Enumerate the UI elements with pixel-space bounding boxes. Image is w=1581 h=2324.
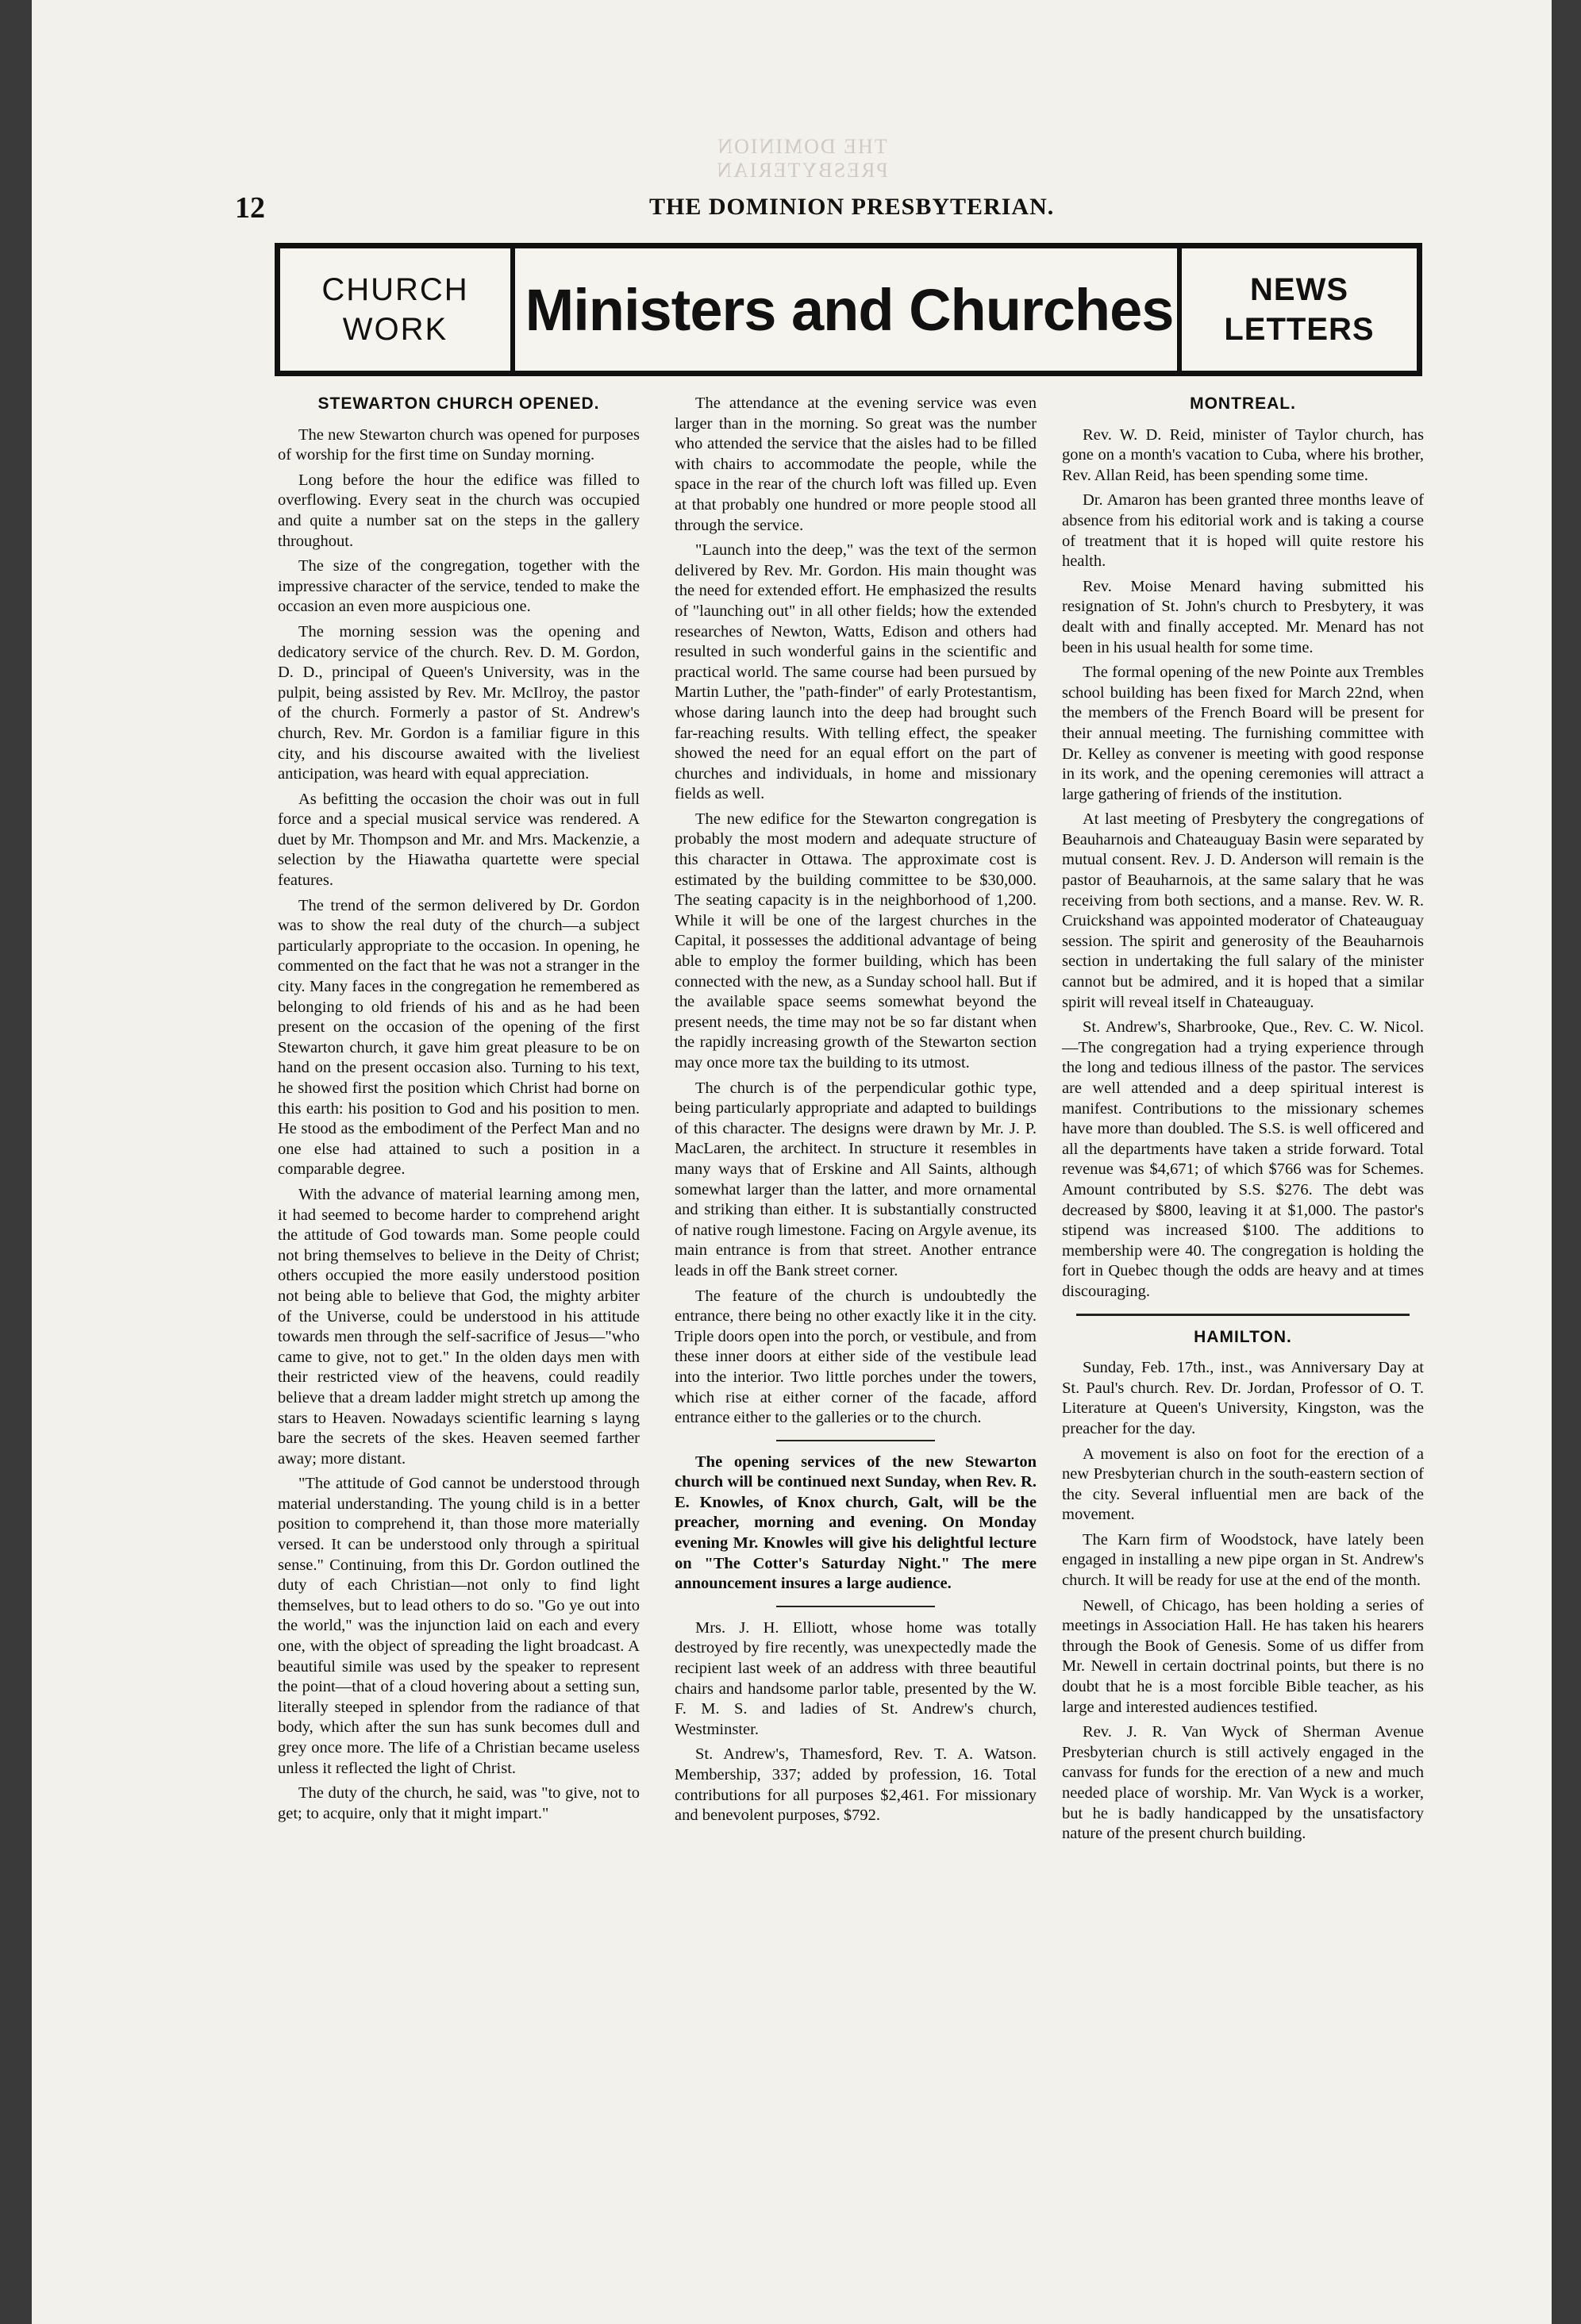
section-heading-montreal: MONTREAL. bbox=[1190, 394, 1296, 413]
article-paragraph: The new edifice for the Stewarton congregation is probably the most modern and adequate structure of this character in Ottawa. The approximate cost is estimated by the building committee to be $30,000. The seating capacity is in the neighborhood of 1,200. While it will be one of the largest churches in the Capital, it possesses the additional advantage of being able to employ the former building, which has been connected with the new, as a Sunday school hall. But if the available space seems somewhat beyond the present needs, the time may not be so far distant when the rapidly increasing growth of the Stewarton section may once more tax the building to its utmost. bbox=[675, 810, 1037, 1072]
news-item: Dr. Amaron has been granted three months leave of absence from his editorial work and is taking a course of treatment that it is hoped will quite restore his health. bbox=[1062, 491, 1424, 571]
column-1 bbox=[278, 394, 640, 1829]
column-3 bbox=[1062, 394, 1424, 1849]
article-paragraph: The feature of the church is undoubtedly the entrance, there being no other exactly like it in the city. Triple doors open into the porch, or vestibule, and from these inner doors at either side of the vestibule lead into the interior. Two little porches under the towers, which rise at either corner of the facade, afford entrance either to the galleries or to the church. bbox=[675, 1287, 1037, 1427]
banner-left-box bbox=[280, 248, 515, 371]
news-item: Rev. W. D. Reid, minister of Taylor church, has gone on a month's vacation to Cuba, where his brother, Rev. Allan Reid, has been spending some time. bbox=[1062, 425, 1424, 484]
article-paragraph: The trend of the sermon delivered by Dr. Gordon was to show the real duty of the church—a subject particularly appropriate to the occasion. In opening, he commented on the fact that he was not a stranger in the city. Many faces in the congregation he remembered as belonging to old friends of his and as he had been present on the occasion of the opening of the first Stewarton church, it gave him great pleasure to be on hand on the present occasion also. Turning to his text, he showed first the position which Christ had borne on this earth: his position to God and his position to men. He stood as the embodiment of the Perfect Man and no one else had attained to such a position in a comparable degree. bbox=[278, 896, 640, 1179]
notice-paragraph: The opening services of the new Stewarton church will be continued next Sunday, when Rev. R. E. Knowles, of Knox church, Galt, will be the preacher, morning and evening. On Monday evening Mr. Knowles will give his delightful lecture on "The Cotter's Saturday Night." The mere announcement insures a large audience. bbox=[675, 1452, 1037, 1593]
news-item: At last meeting of Presbytery the congregations of Beauharnois and Chateauguay Basin were separated by mutual consent. Rev. J. D. Anderson will remain is the pastor of Beauharnois, at the same salary that he was receiving from both sections, and a manse. Rev. W. R. Cruickshand was appointed moderator of Chateauguay session. The spirit and generosity of the Beauharnois section in undertaking the full salary of the minister cannot but be admired, and it is hoped that a similar spirit will reveal itself in Chateauguay. bbox=[1062, 810, 1424, 1011]
article-paragraph: The new Stewarton church was opened for purposes of worship for the first time on Sunday morning. bbox=[278, 425, 640, 464]
article-paragraph: "Launch into the deep," was the text of the sermon delivered by Rev. Mr. Gordon. His main thought was the need for extended effort. He emphasized the results of "launching out" in all other fields; how the extended researches of Newton, Watts, Edison and others had resulted in such wonderful gains in the scientific and practical world. The same course had been pursued by Martin Luther, the "path-finder" of early Protestantism, whose daring launch into the deep had brought such far-reaching results. With telling effect, the speaker showed the need for an equal effort on the part of churches and individuals, in home and missionary fields as well. bbox=[675, 541, 1037, 803]
banner-right-line1: NEWS bbox=[1250, 272, 1348, 307]
divider-rule bbox=[776, 1606, 935, 1607]
banner-left-line1: CHURCH bbox=[321, 272, 469, 307]
bleed-through-text: THE DOMINION PRESBYTERIAN bbox=[715, 135, 888, 182]
article-paragraph: With the advance of material learning among men, it had seemed to become harder to comprehend aright the attitude of God towards man. Some people could not bring themselves to believe in the Deity of Christ; others occupied the more easily understood position not being able to believe that God, the mighty arbiter of the Universe, could be understood in his attitude towards men through the self-sacrifice of Jesus—"who came to give, not to get." In the olden days men with their restricted view of the heavens, could readily believe that a dream ladder might stretch up among the stars to Heaven. Nowadays scientific learning s layng bare the secrets of the skes. Heaven seemed farther away; more distant. bbox=[278, 1185, 640, 1468]
page-number: 12 bbox=[235, 191, 265, 225]
section-divider bbox=[1076, 1314, 1410, 1316]
news-item: Sunday, Feb. 17th., inst., was Anniversary Day at St. Paul's church. Rev. Dr. Jordan, Professor of O. T. Literature at Queen's University, Kingston, was the preacher for the day. bbox=[1062, 1359, 1424, 1437]
article-paragraph: The attendance at the evening service was even larger than in the morning. So great was the number who attended the service that the aisles had to be filled with chairs to accommodate the people, while the space in the rear of the church loft was filled up. Even at that probably one hundred or more people stood all through the service. bbox=[675, 394, 1037, 534]
banner-title-box bbox=[515, 248, 1183, 371]
article-paragraph: The morning session was the opening and dedicatory service of the church. Rev. D. M. Gordon, D. D., principal of Queen's University, was in the pulpit, being assisted by Rev. Mr. McIlroy, the pastor of the church. Formerly a pastor of St. Andrew's church, Rev. Mr. Gordon is a familiar figure in this city, and his discourse awaited with the liveliest anticipation, was heard with equal appreciation. bbox=[278, 622, 640, 783]
divider-rule bbox=[776, 1440, 935, 1441]
article-paragraph: Long before the hour the edifice was filled to overflowing. Every seat in the church was occupied and quite a number sat on the steps in the gallery throughout. bbox=[278, 471, 640, 550]
news-item: Rev. J. R. Van Wyck of Sherman Avenue Presbyterian church is still actively engaged in the canvass for funds for the erection of a new and much needed place of worship. Mr. Van Wyck is a worker, but he is badly handicapped by the unsatisfactory nature of the present church building. bbox=[1062, 1723, 1424, 1843]
news-item: The formal opening of the new Pointe aux Trembles school building has been fixed for March 22nd, when the members of the French Board will be present for their annual meeting. The furnishing committee with Dr. Kelley as convener is meeting with good response in its work, and the opening ceremonies will attract a large gathering of friends of the institution. bbox=[1062, 664, 1424, 803]
article-paragraph: The size of the congregation, together with the impressive character of the service, tended to make the occasion an even more auspicious one. bbox=[278, 557, 640, 616]
banner-right-box bbox=[1177, 248, 1417, 371]
news-item: St. Andrew's, Sharbrooke, Que., Rev. C. W. Nicol.—The congregation had a trying experience through the long and tedious illness of the pastor. The services are well attended and a deep spiritual interest is manifest. Contributions to the missionary schemes have more than doubled. The S.S. is well officered and all the departments have taken a stride forward. Total revenue was $4,671; of which $766 was for Schemes. Amount contributed by S.S. $276. The debt was decreased by $800, leaving it at $1,000. The pastor's stipend was increased $100. The additions to membership were 40. The congregation is holding the fort in Quebec though the odds are heavy and at times discouraging. bbox=[1062, 1018, 1424, 1300]
banner-right-line2: LETTERS bbox=[1224, 312, 1375, 347]
news-item: The Karn firm of Woodstock, have lately been engaged in installing a new pipe organ in St. Andrew's church. It will be ready for use at the end of the month. bbox=[1062, 1530, 1424, 1590]
running-title: THE DOMINION PRESBYTERIAN. bbox=[649, 194, 1055, 220]
banner-title: Ministers and Churches bbox=[525, 276, 1174, 343]
news-item: Rev. Moise Menard having submitted his resignation of St. John's church to Presbytery, it was dealt with and finally accepted. Mr. Menard has not been in his usual health for some time. bbox=[1062, 577, 1424, 656]
article-paragraph: "The attitude of God cannot be understood through material understanding. The young child is in a better position to comprehend it, than those more materially versed. It can be understood only through a spiritual sense." Continuing, from this Dr. Gordon outlined the duty of each Christian—not only to find light themselves, but to lead others to do so. "Go ye out into the world," was the injunction laid on each and every one, with the object of spreading the light broadcast. A beautiful simile was used by the speaker to represent the point—that of a cloud hovering about a setting sun, literally steeped in splendor from the radiance of that body, which after the sun has sunk becomes dull and grey once more. The life of a Christian became useless unless it reflected the light of Christ. bbox=[278, 1475, 640, 1777]
section-heading-hamilton: HAMILTON. bbox=[1194, 1327, 1292, 1346]
news-item: A movement is also on foot for the erection of a new Presbyterian church in the south-eastern section of the city. Several influential men are back of the movement. bbox=[1062, 1445, 1424, 1524]
news-item: Mrs. J. H. Elliott, whose home was totally destroyed by fire recently, was unexpectedly made the recipient last week of an address with three beautiful chairs and handsome parlor table, presented by the W. F. M. S. and ladies of St. Andrew's church, Westminster. bbox=[675, 1618, 1037, 1738]
column-2 bbox=[675, 394, 1037, 1831]
article-paragraph: As befitting the occasion the choir was out in full force and a special musical service was rendered. A duet by Mr. Thompson and Mr. and Mrs. Mackenzie, a selection by the Hiawatha quartette were special features. bbox=[278, 790, 640, 890]
article-paragraph: The duty of the church, he said, was "to give, not to get; to acquire, only that it might impart." bbox=[278, 1784, 640, 1822]
article-heading-stewarton: STEWARTON CHURCH OPENED. bbox=[317, 394, 600, 413]
news-item: Newell, of Chicago, has been holding a series of meetings in Association Hall. He has taken his hearers through the Book of Genesis. Some of us differ from Mr. Newell in certain doctrinal points, but there is no doubt that he is a most forcible Bible teacher, as his large and interested audiences testified. bbox=[1062, 1596, 1424, 1716]
news-item: St. Andrew's, Thamesford, Rev. T. A. Watson. Membership, 337; added by profession, 16. Total contributions for all purposes $2,461. For missionary and benevolent purposes, $792. bbox=[675, 1745, 1037, 1825]
banner-left-line2: WORK bbox=[342, 312, 448, 347]
section-banner bbox=[275, 243, 1422, 376]
article-paragraph: The church is of the perpendicular gothic type, being particularly appropriate and adapted to buildings of this character. The designs were drawn by Mr. J. P. MacLaren, the architect. In structure it resembles in many ways that of Erskine and All Saints, although somewhat larger than the latter, and more ornamental and striking than either. It is substantially constructed of native rough limestone. Facing on Argyle avenue, its main entrance is from that street. Another entrance leads in off the Bank street corner. bbox=[675, 1079, 1037, 1279]
